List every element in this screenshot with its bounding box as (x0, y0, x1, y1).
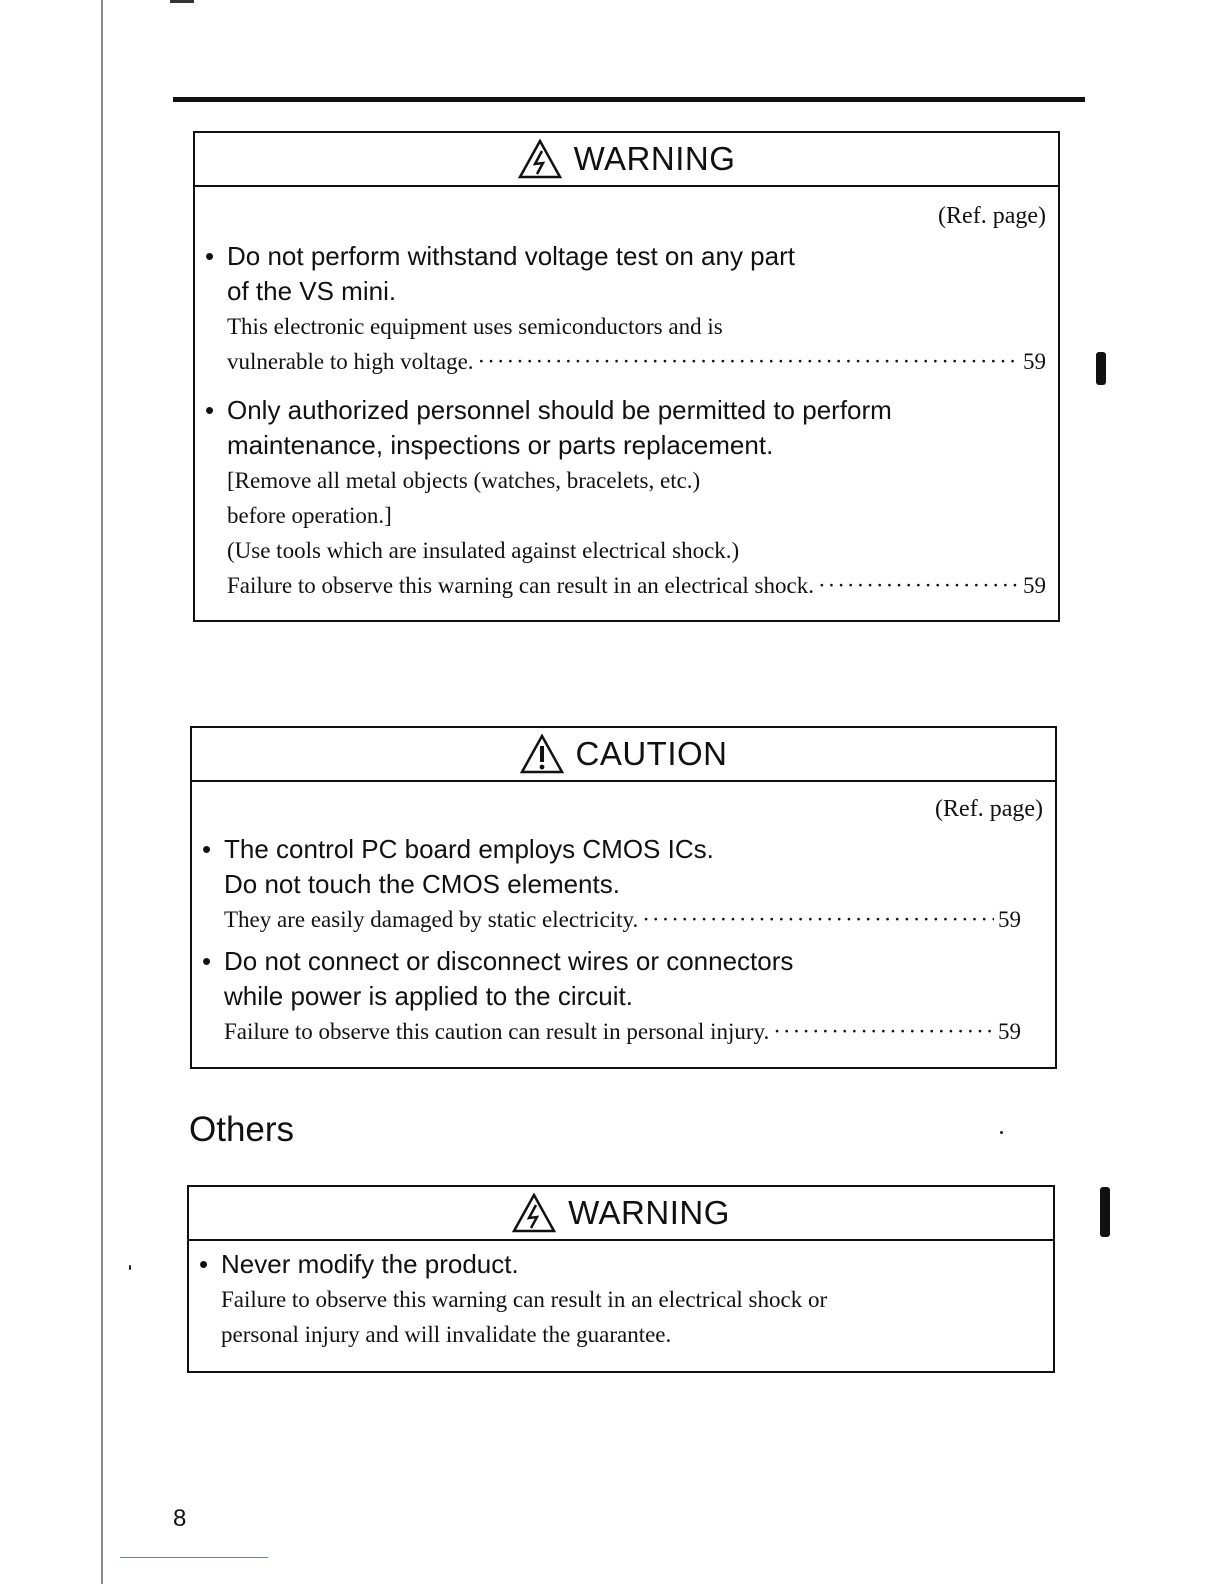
warning-box-electrical (193, 131, 1060, 622)
item-detail-line: This electronic equipment uses semiconductors and is (227, 314, 723, 339)
ref-page-label: (Ref. page) (938, 203, 1046, 229)
caution-triangle-icon (520, 734, 564, 774)
caution-item-wires (202, 944, 1043, 1049)
caution-title: CAUTION (575, 735, 728, 772)
item-detail-line: personal injury and will invalidate the guarantee. (221, 1322, 672, 1347)
bullet: • (202, 946, 212, 976)
ref-page-number: 59 (998, 907, 1021, 932)
binding-line (101, 0, 103, 1584)
item-detail-line: [Remove all metal objects (watches, bracelets, etc.) (227, 468, 701, 493)
ref-page-number: 59 (1023, 349, 1046, 374)
item-heading-line: Never modify the product. (221, 1249, 519, 1279)
electrical-hazard-icon (512, 1193, 556, 1233)
dot-leader (642, 902, 994, 937)
item-heading-line: maintenance, inspections or parts replacement. (227, 430, 774, 460)
warning-header (189, 1187, 1053, 1241)
bullet: • (205, 395, 215, 425)
stray-dot (1000, 1131, 1003, 1134)
item-heading-line: while power is applied to the circuit. (224, 981, 633, 1011)
warning-title: WARNING (568, 1194, 730, 1231)
bullet: • (199, 1249, 209, 1279)
item-reference-line (205, 568, 1046, 603)
item-reference-line (205, 344, 1046, 379)
bullet: • (202, 834, 212, 864)
bullet: • (205, 241, 215, 271)
scan-mark-right-lower (1100, 1187, 1110, 1237)
dot-leader (818, 568, 1019, 603)
item-heading-line: of the VS mini. (227, 276, 397, 306)
reference-text: vulnerable to high voltage. (227, 349, 474, 374)
scan-mark-right-upper (1096, 352, 1106, 385)
stray-mark (129, 1265, 131, 1270)
item-heading-line: The control PC board employs CMOS ICs. (224, 834, 714, 864)
others-heading: Others (189, 1110, 295, 1149)
header-rule (173, 97, 1085, 102)
item-heading-line: Do not perform withstand voltage test on any part (227, 241, 795, 271)
page-number: 8 (173, 1505, 187, 1532)
reference-text: Failure to observe this warning can result in an electrical shock. (227, 573, 814, 598)
item-detail-line: before operation.] (227, 503, 392, 528)
electrical-hazard-icon (518, 139, 562, 179)
caution-header (192, 728, 1055, 782)
reference-text: They are easily damaged by static electricity. (224, 907, 639, 932)
item-heading-line: Do not connect or disconnect wires or connectors (224, 946, 794, 976)
dot-leader (478, 344, 1019, 379)
caution-item-cmos (202, 832, 1043, 937)
reference-text: Failure to observe this caution can result in personal injury. (224, 1019, 770, 1044)
ref-page-label: (Ref. page) (935, 796, 1043, 822)
warning-item-modify (199, 1247, 1041, 1352)
item-detail-line: (Use tools which are insulated against electrical shock.) (227, 538, 740, 563)
item-reference-line (202, 902, 1043, 937)
dot-leader (773, 1014, 994, 1049)
item-reference-line (202, 1014, 1043, 1049)
caution-box (190, 726, 1057, 1069)
item-detail-line: Failure to observe this warning can result in an electrical shock or (221, 1287, 828, 1312)
warning-item-authorized-personnel (205, 393, 1046, 603)
warning-box-others (187, 1185, 1055, 1373)
warning-header (195, 133, 1058, 187)
ref-page-number: 59 (998, 1019, 1021, 1044)
item-heading-line: Do not touch the CMOS elements. (224, 869, 620, 899)
warning-title: WARNING (573, 140, 736, 177)
footer-underline (120, 1557, 268, 1558)
scan-mark-top (170, 0, 194, 3)
warning-item-voltage-test (205, 239, 1046, 379)
ref-page-number: 59 (1023, 573, 1046, 598)
item-heading-line: Only authorized personnel should be permitted to perform (227, 395, 892, 425)
